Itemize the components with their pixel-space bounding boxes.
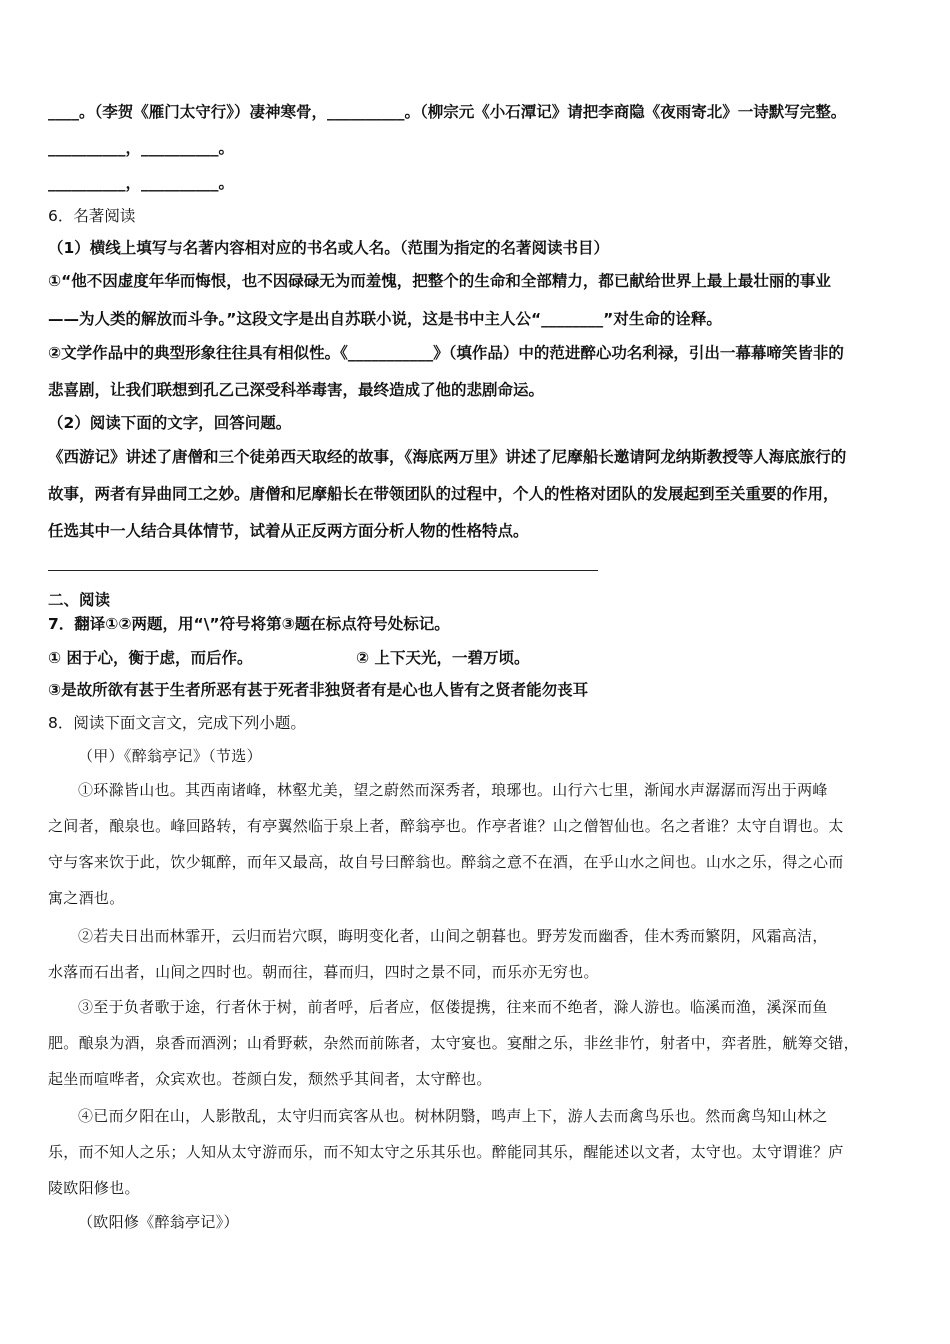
section-heading-reading: 二、阅读 <box>48 591 111 609</box>
q7-item-3: ③是故所欲有甚于生者所恶有甚于死者非独贤者有是心也人皆有之贤者能勿丧耳 <box>48 681 589 699</box>
q8-title: 8．阅读下面文言文，完成下列小题。 <box>48 714 306 732</box>
q8-para4-line3: 陵欧阳修也。 <box>48 1179 140 1197</box>
q8-subtitle: （甲）《醉翁亭记》（节选） <box>78 747 262 765</box>
q7-item-2: ② 上下天光，一碧万顷。 <box>356 649 530 667</box>
q8-para1-line2: 之间者，酿泉也。峰回路转，有亭翼然临于泉上者，醉翁亭也。作亭者谁？山之僧智仙也。名之者谁？太守自谓也。太 <box>48 817 844 835</box>
q7-title: 7．翻译①②两题，用“\”符号将第③题在标点符号处标记。 <box>48 615 450 633</box>
q6-part2-line1: 《西游记》讲述了唐僧和三个徒弟西天取经的故事，《海底两万里》讲述了尼摩船长邀请阿龙纳斯教授等人海底旅行的 <box>48 448 847 466</box>
q8-para3-line3: 起坐而喧哗者，众宾欢也。苍颜白发，颓然乎其间者，太守醉也。 <box>48 1070 492 1088</box>
q8-para1-line4: 寓之酒也。 <box>48 889 125 907</box>
q8-para4-line1: ④已而夕阳在山，人影散乱，太守归而宾客从也。树林阴翳，鸣声上下，游人去而禽鸟乐也。然而禽鸟知山林之 <box>78 1107 828 1125</box>
q6-part1-heading: （1）横线上填写与名著内容相对应的书名或人名。（范围为指定的名著阅读书目） <box>48 239 610 257</box>
fill-line-2: __________，__________。 <box>48 139 235 157</box>
fill-line-3: __________，__________。 <box>48 174 235 192</box>
fill-line-1: ____。（李贺《雁门太守行》）凄神寒骨，__________。（柳宗元《小石潭记》请把李商隐《夜雨寄北》一诗默写完整。 <box>48 103 847 121</box>
q8-source: （欧阳修《醉翁亭记》） <box>78 1213 239 1231</box>
q8-para1-line3: 守与客来饮于此，饮少辄醉，而年又最高，故自号曰醉翁也。醉翁之意不在酒，在乎山水之间也。山水之乐，得之心而 <box>48 853 844 871</box>
q8-para1-line1: ①环滁皆山也。其西南诸峰，林壑尤美，望之蔚然而深秀者，琅琊也。山行六七里，渐闻水声潺潺而泻出于两峰 <box>78 781 828 799</box>
answer-line <box>48 570 598 571</box>
q6-part1-b-line2: 悲喜剧，让我们联想到孔乙己深受科举毒害，最终造成了他的悲剧命运。 <box>48 381 545 399</box>
q8-para2-line1: ②若夫日出而林霏开，云归而岩穴暝，晦明变化者，山间之朝暮也。野芳发而幽香，佳木秀而繁阴，风霜高洁， <box>78 927 828 945</box>
q8-para3-line1: ③至于负者歌于途，行者休于树，前者呼，后者应，伛偻提携，往来而不绝者，滁人游也。临溪而渔，溪深而鱼 <box>78 998 828 1016</box>
q6-title: 6．名著阅读 <box>48 207 136 225</box>
q6-part1-a-line2: ——为人类的解放而斗争。”这段文字是出自苏联小说，这是书中主人公“________”对生命的诠释。 <box>48 310 722 328</box>
q6-part2-heading: （2）阅读下面的文字，回答问题。 <box>48 414 292 432</box>
q6-part1-a-line1: ①“他不因虚度年华而悔恨，也不因碌碌无为而羞愧，把整个的生命和全部精力，都已献给世界上最上最壮丽的事业 <box>48 272 831 290</box>
q8-para4-line2: 乐，而不知人之乐；人知从太守游而乐，而不知太守之乐其乐也。醉能同其乐，醒能述以文者，太守也。太守谓谁？庐 <box>48 1143 844 1161</box>
q6-part1-b-line1: ②文学作品中的典型形象往往具有相似性。《___________》（填作品）中的范进醉心功名利禄，引出一幕幕啼笑皆非的 <box>48 344 844 362</box>
q8-para2-line2: 水落而石出者，山间之四时也。朝而往，暮而归，四时之景不同，而乐亦无穷也。 <box>48 963 599 981</box>
q7-item-1: ① 困于心，衡于虑，而后作。 <box>48 649 253 667</box>
q8-para3-line2: 肥。酿泉为酒，泉香而酒洌；山肴野蔌，杂然而前陈者，太守宴也。宴酣之乐，非丝非竹，射者中，弈者胜，觥筹交错， <box>48 1034 859 1052</box>
q6-part2-line3: 任选其中一人结合具体情节，试着从正反两方面分析人物的性格特点。 <box>48 522 529 540</box>
q6-part2-line2: 故事，两者有异曲同工之妙。唐僧和尼摩船长在带领团队的过程中，个人的性格对团队的发展起到至关重要的作用， <box>48 485 839 503</box>
